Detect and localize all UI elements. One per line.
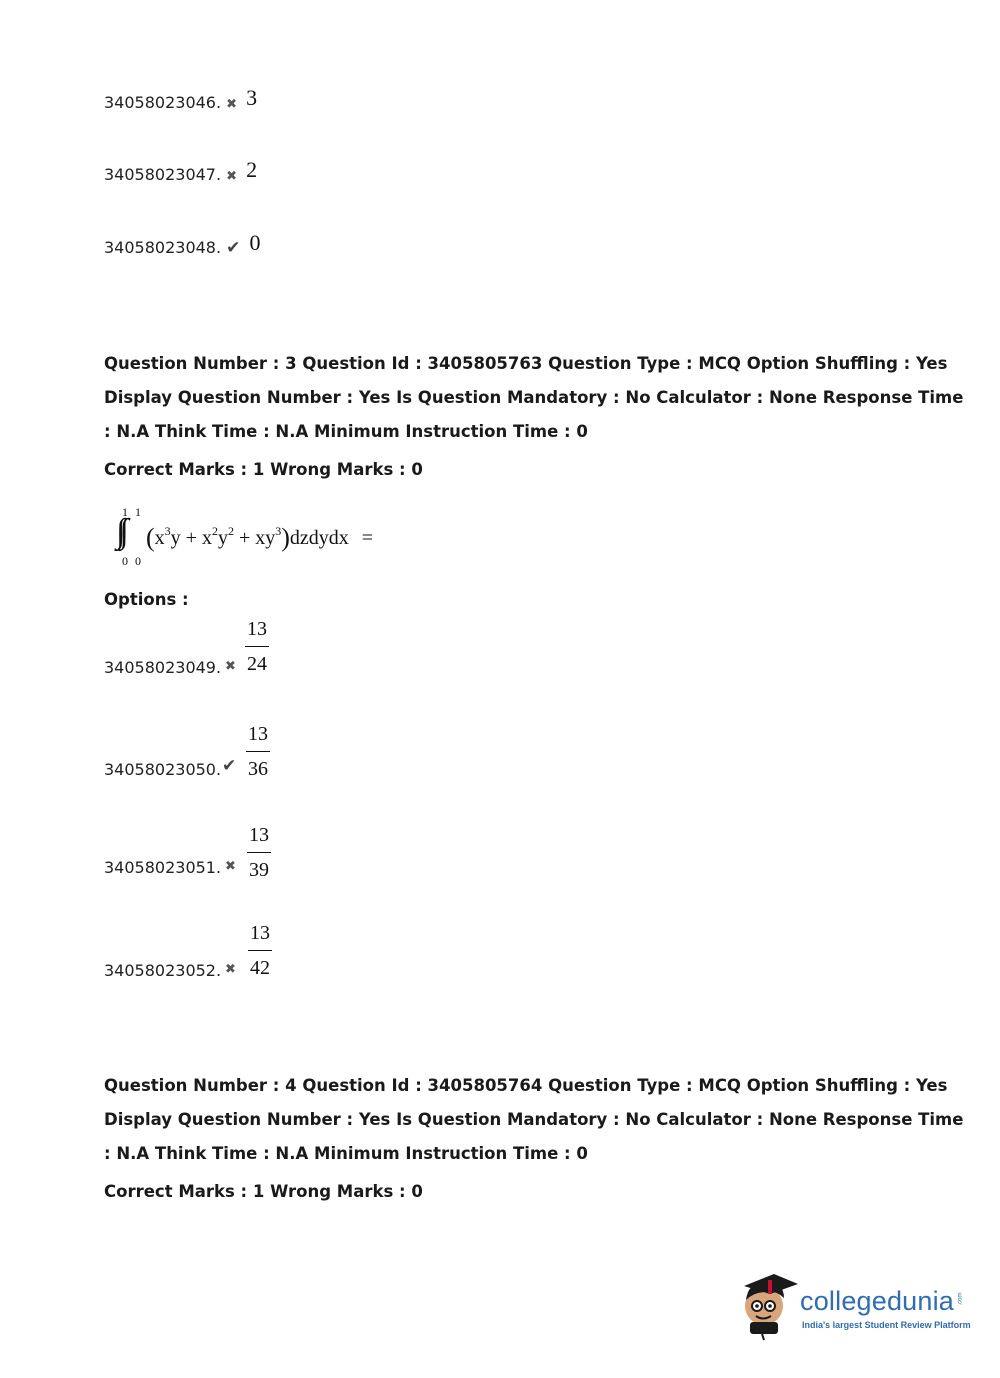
option-id: 34058023049. xyxy=(104,658,222,677)
logo-tagline: India's largest Student Review Platform xyxy=(802,1320,971,1330)
options-label: Options : xyxy=(104,590,189,609)
question-meta-line: Display Question Number : Yes Is Question Mandatory : No Calculator : None Response Time xyxy=(104,388,964,407)
wrong-mark-icon: ✖ xyxy=(226,169,238,184)
wrong-mark-icon: ✖ xyxy=(226,97,238,112)
integrand: ($x^3y + x^2y^2$ + $xy^3)dzdydx$ = xyxy=(146,523,374,552)
lower-limit: 0 xyxy=(122,554,128,568)
fraction-denominator: 39 xyxy=(249,859,269,881)
fraction-numerator: 13 xyxy=(247,825,271,853)
option-id: 34058023047. xyxy=(104,165,222,184)
option-fraction xyxy=(247,825,271,880)
wrong-mark-icon: ✖ xyxy=(225,962,236,977)
mascot-icon xyxy=(740,1272,800,1342)
option-id: 34058023050. xyxy=(104,760,222,779)
fraction-denominator: 36 xyxy=(248,758,268,780)
option-id: 34058023046. xyxy=(104,93,222,112)
option-id: 34058023051. xyxy=(104,858,222,877)
fraction-numerator: 13 xyxy=(246,724,270,752)
option-row xyxy=(104,157,258,186)
fraction-numerator: 13 xyxy=(248,923,272,951)
option-value: 2 xyxy=(246,157,258,182)
logo-wordmark: collegedunia xyxy=(800,1286,955,1316)
logo-com: .com xyxy=(957,1292,964,1306)
fraction-numerator: 13 xyxy=(245,619,269,647)
question-meta-line: : N.A Think Time : N.A Minimum Instruction Time : 0 xyxy=(104,1144,588,1163)
question-meta-line: Display Question Number : Yes Is Question Mandatory : No Calculator : None Response Time xyxy=(104,1110,964,1129)
question-formula xyxy=(116,505,416,571)
fraction-denominator: 24 xyxy=(247,653,267,675)
wrong-mark-icon: ✖ xyxy=(225,659,236,674)
fraction-denominator: 42 xyxy=(250,957,270,979)
question-marks: Correct Marks : 1 Wrong Marks : 0 xyxy=(104,1182,423,1201)
lower-limit: 0 xyxy=(135,554,141,568)
upper-limit: 1 xyxy=(135,505,141,519)
upper-limit: 1 xyxy=(122,505,128,519)
option-value: 3 xyxy=(246,85,258,110)
option-id: 34058023048. xyxy=(104,238,222,257)
wrong-mark-icon: ✖ xyxy=(225,859,236,874)
option-row xyxy=(104,85,258,114)
question-meta-line: Question Number : 3 Question Id : 3405805763 Question Type : MCQ Option Shuffling : Yes xyxy=(104,354,948,373)
question-marks: Correct Marks : 1 Wrong Marks : 0 xyxy=(104,460,423,479)
question-meta-line: : N.A Think Time : N.A Minimum Instruction Time : 0 xyxy=(104,422,588,441)
option-value: 0 xyxy=(249,230,261,255)
option-fraction xyxy=(248,923,272,978)
question-meta-line: Question Number : 4 Question Id : 3405805764 Question Type : MCQ Option Shuffling : Yes xyxy=(104,1076,948,1095)
option-id: 34058023052. xyxy=(104,961,222,980)
collegedunia-logo xyxy=(740,1272,980,1342)
correct-mark-icon: ✔ xyxy=(222,756,237,776)
correct-mark-icon: ✔ xyxy=(226,238,241,258)
integral-sign: ∫∫ xyxy=(116,513,123,550)
option-fraction xyxy=(246,724,270,779)
option-row xyxy=(104,230,261,259)
option-fraction xyxy=(245,619,269,674)
